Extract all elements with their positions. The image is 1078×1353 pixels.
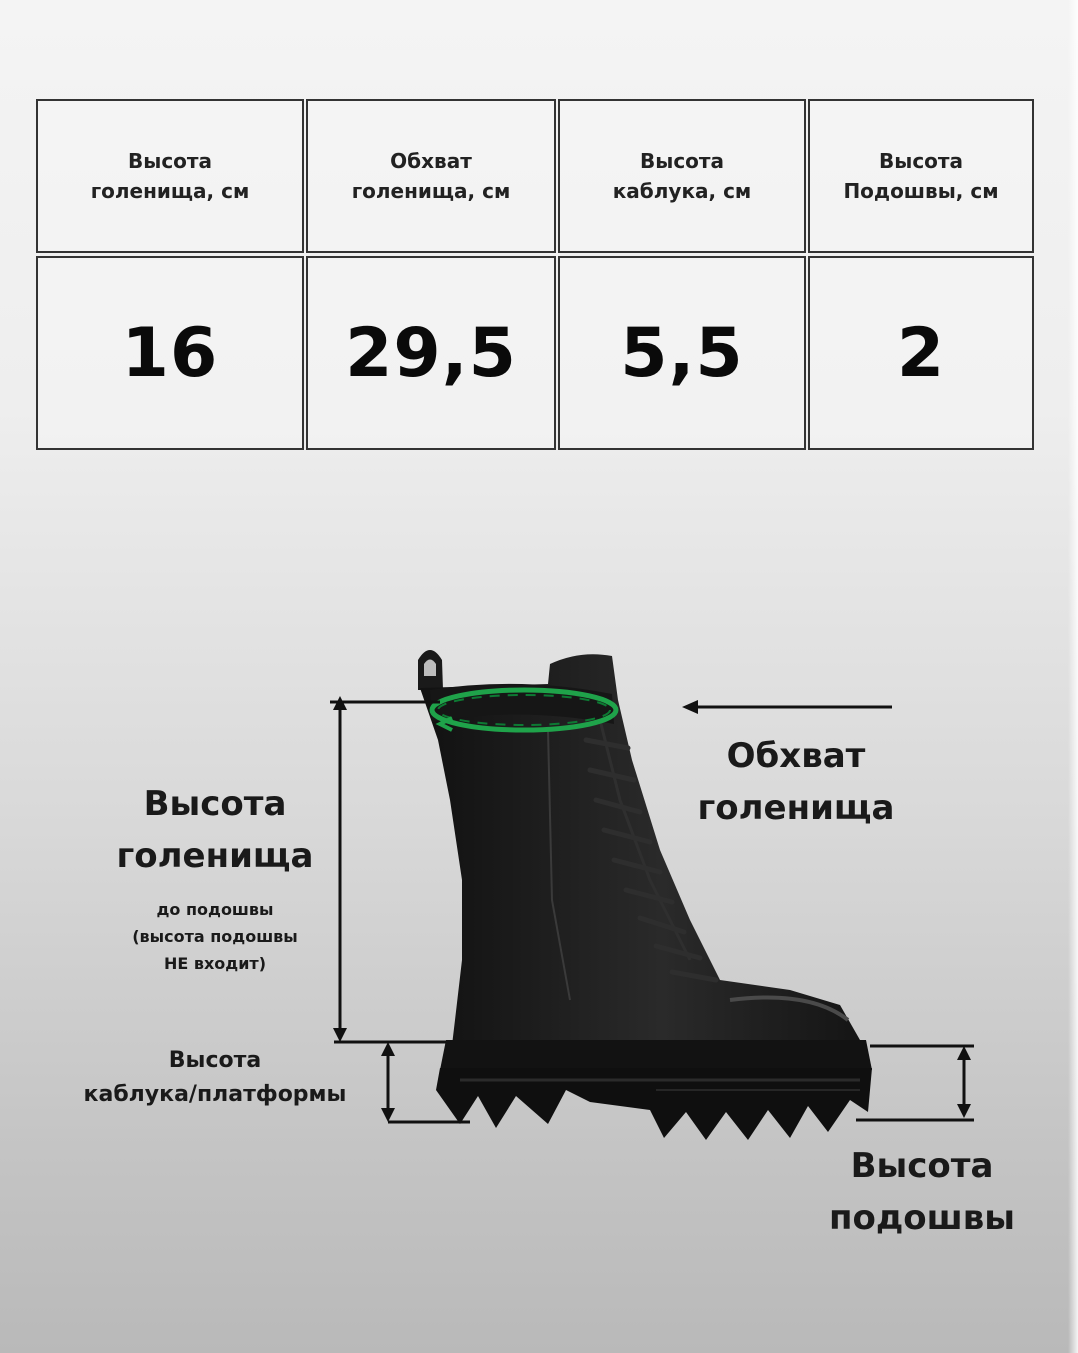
table-header-shaft-circumference: Обхват голенища, см bbox=[306, 99, 556, 253]
label-sole-height: Высота подошвы bbox=[828, 1146, 1016, 1238]
circumference-pointer-arrow bbox=[682, 700, 892, 714]
table-value-heel-height: 5,5 bbox=[558, 256, 806, 450]
label-heel-height: Высота каблука/платформы bbox=[83, 1048, 347, 1107]
label-shaft-circumference: Обхват голенища bbox=[697, 736, 895, 828]
label-shaft-height: Высота голенища bbox=[116, 784, 314, 876]
table-value-sole-height: 2 bbox=[808, 256, 1034, 450]
table-header-sole-height: Высота Подошвы, см bbox=[808, 99, 1034, 253]
table-header-shaft-height: Высота голенища, см bbox=[36, 99, 304, 253]
label-shaft-height-note: до подошвы (высота подошвы НЕ входит) bbox=[132, 900, 298, 973]
table-header-heel-height: Высота каблука, см bbox=[558, 99, 806, 253]
table-value-shaft-circumference: 29,5 bbox=[306, 256, 556, 450]
shaft-height-arrow bbox=[330, 696, 446, 1042]
sole-height-arrow bbox=[856, 1046, 974, 1120]
table-value-shaft-height: 16 bbox=[36, 256, 304, 450]
